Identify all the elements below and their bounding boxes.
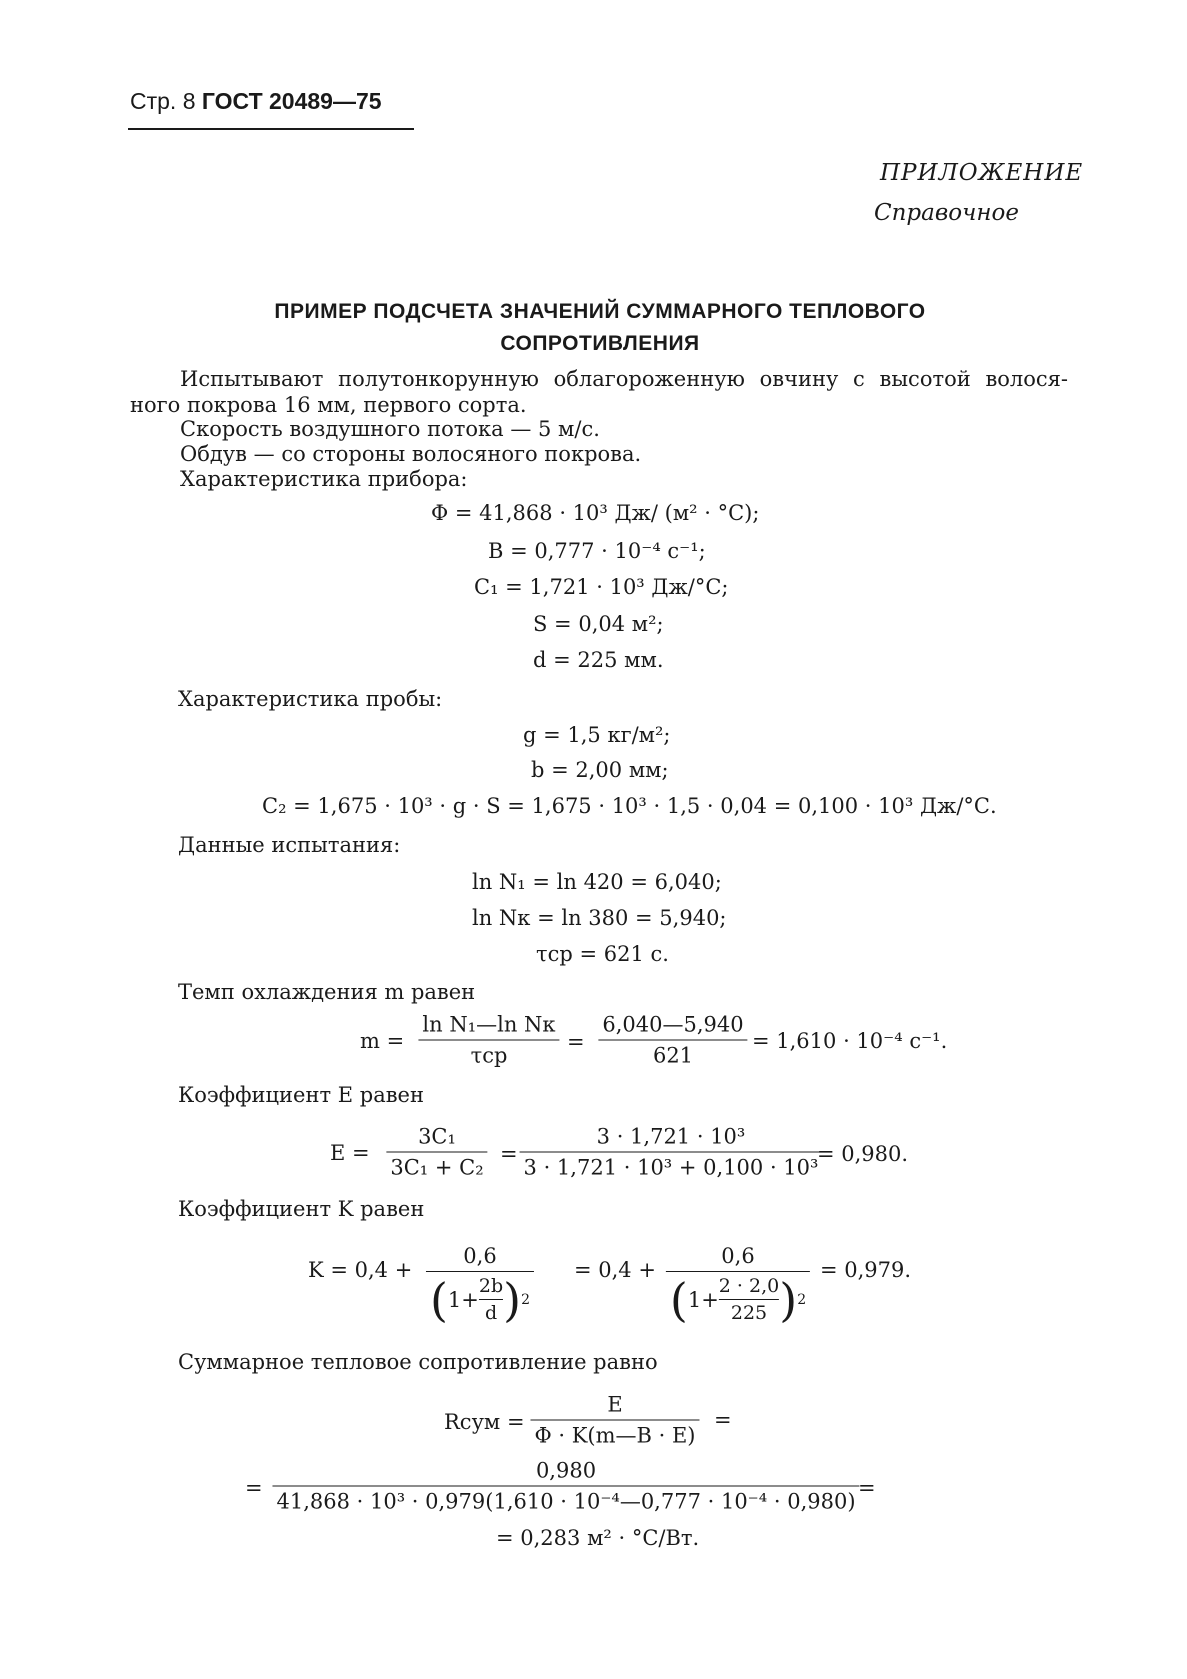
page-number: Стр. 8 bbox=[130, 88, 196, 114]
close-paren: ) bbox=[779, 1272, 798, 1327]
inner-numerator-1: 2b bbox=[478, 1275, 504, 1297]
test-label: Данные испытания: bbox=[178, 833, 401, 857]
coef-e-equals: = bbox=[500, 1142, 518, 1166]
equation-c2: C₂ = 1,675 · 10³ · g · S = 1,675 · 10³ · 1,5 · 0,04 = 0,100 · 10³ Дж/°С. bbox=[262, 794, 997, 818]
cooling-fraction-1 bbox=[418, 1013, 559, 1068]
fraction-bar bbox=[598, 1040, 747, 1041]
close-paren: ) bbox=[503, 1272, 522, 1327]
resistance-equals-3: = bbox=[858, 1476, 876, 1500]
sample-label: Характеристика пробы: bbox=[178, 687, 443, 711]
equation-g: g = 1,5 кг/м²; bbox=[523, 723, 671, 747]
cooling-equals: = bbox=[567, 1030, 585, 1054]
header-rule bbox=[128, 128, 414, 130]
intro-line-2: ного покрова 16 мм, первого сорта. bbox=[130, 393, 527, 417]
fraction-bar bbox=[272, 1486, 859, 1487]
intro-line-1: Испытывают полутонкорунную облагороженную овчину с высотой волося- bbox=[180, 367, 1068, 391]
resistance-fraction-1 bbox=[530, 1393, 699, 1448]
intro-line-3: Скорость воздушного потока — 5 м/с. bbox=[180, 417, 600, 441]
coef-e-denominator-1: 3C₁ + C₂ bbox=[390, 1155, 484, 1180]
heading-line-1: ПРИМЕР ПОДСЧЕТА ЗНАЧЕНИЙ СУММАРНОГО ТЕПЛОВОГО bbox=[274, 300, 926, 323]
inner-denominator-1: d bbox=[484, 1302, 498, 1324]
coef-e-label: Коэффициент E равен bbox=[178, 1083, 424, 1107]
resistance-result: = 0,283 м² · °С/Вт. bbox=[496, 1526, 700, 1550]
intro-line-4: Обдув — со стороны волосяного покрова. bbox=[180, 442, 642, 466]
fraction-bar bbox=[719, 1299, 779, 1300]
coef-e-fraction-2 bbox=[520, 1125, 823, 1180]
coef-k-numerator-1: 0,6 bbox=[463, 1244, 497, 1268]
coef-k-result: = 0,979. bbox=[820, 1258, 912, 1282]
coef-k-fraction-1 bbox=[426, 1244, 534, 1327]
inner-denominator-2: 225 bbox=[730, 1302, 768, 1324]
coef-k-denominator-1: ( 1+ 2b d ) 2 bbox=[429, 1272, 531, 1327]
heading-line-2: СОПРОТИВЛЕНИЯ bbox=[500, 332, 700, 355]
resistance-equals-1: = bbox=[714, 1408, 732, 1432]
equation-ln1: ln N₁ = ln 420 = 6,040; bbox=[472, 870, 722, 894]
resistance-label: Суммарное тепловое сопротивление равно bbox=[178, 1350, 658, 1374]
one: 1+ bbox=[687, 1287, 719, 1312]
fraction-bar bbox=[418, 1040, 559, 1041]
coef-k-mid: = 0,4 + bbox=[574, 1258, 656, 1282]
equation-d: d = 225 мм. bbox=[533, 648, 664, 672]
fraction-bar bbox=[666, 1271, 810, 1272]
fraction-bar bbox=[426, 1271, 534, 1272]
fraction-bar bbox=[520, 1152, 823, 1153]
coef-e-fraction-1 bbox=[386, 1125, 487, 1180]
one: 1+ bbox=[447, 1287, 479, 1312]
cooling-result: = 1,610 · 10⁻⁴ с⁻¹. bbox=[752, 1029, 948, 1053]
open-paren: ( bbox=[669, 1272, 688, 1327]
resistance-numerator-1: E bbox=[607, 1392, 623, 1417]
equation-phi: Φ = 41,868 · 10³ Дж/ (м² · °С); bbox=[431, 501, 760, 525]
cooling-lhs: m = bbox=[360, 1029, 405, 1053]
equation-lnk: ln Nк = ln 380 = 5,940; bbox=[472, 906, 727, 930]
appendix-subtitle: Справочное bbox=[874, 200, 1019, 226]
coef-e-numerator-2: 3 · 1,721 · 10³ bbox=[596, 1124, 746, 1149]
equation-b: B = 0,777 · 10⁻⁴ с⁻¹; bbox=[488, 539, 706, 563]
appendix-title: ПРИЛОЖЕНИЕ bbox=[880, 160, 1084, 186]
intro-line-5: Характеристика прибора: bbox=[180, 467, 468, 491]
coef-k-numerator-2: 0,6 bbox=[721, 1244, 755, 1268]
cooling-denominator-1: τср bbox=[470, 1043, 508, 1068]
standard-number: ГОСТ 20489—75 bbox=[201, 88, 382, 114]
coef-k-lhs: K = 0,4 + bbox=[308, 1258, 413, 1282]
equation-s: S = 0,04 м²; bbox=[533, 612, 664, 636]
open-paren: ( bbox=[429, 1272, 448, 1327]
fraction-bar bbox=[479, 1299, 503, 1300]
equation-b-sample: b = 2,00 мм; bbox=[531, 758, 669, 782]
equation-c1: C₁ = 1,721 · 10³ Дж/°С; bbox=[474, 575, 729, 599]
coef-k-inner-fraction-1 bbox=[479, 1275, 503, 1324]
resistance-denominator-1: Φ · K(m—B · E) bbox=[534, 1423, 696, 1448]
coef-k-fraction-2 bbox=[666, 1244, 810, 1327]
cooling-fraction-2 bbox=[598, 1013, 747, 1068]
cooling-denominator-2: 621 bbox=[652, 1043, 694, 1068]
cooling-numerator-1: ln N₁—ln Nк bbox=[422, 1012, 556, 1037]
equation-tau: τср = 621 с. bbox=[536, 942, 669, 966]
resistance-denominator-2: 41,868 · 10³ · 0,979(1,610 · 10⁻⁴—0,777 · 10⁻⁴ · 0,980) bbox=[276, 1489, 856, 1514]
coef-k-denominator-2: ( 1+ 2 · 2,0 225 ) 2 bbox=[669, 1272, 807, 1327]
inner-numerator-2: 2 · 2,0 bbox=[718, 1275, 780, 1297]
cooling-label: Темп охлаждения m равен bbox=[178, 980, 476, 1004]
coef-k-inner-fraction-2 bbox=[719, 1275, 779, 1324]
resistance-lhs: Rсум = bbox=[444, 1410, 525, 1434]
coef-e-lhs: E = bbox=[330, 1141, 370, 1165]
page-header bbox=[130, 88, 382, 115]
fraction-bar bbox=[530, 1420, 699, 1421]
cooling-numerator-2: 6,040—5,940 bbox=[602, 1012, 744, 1037]
fraction-bar bbox=[386, 1152, 487, 1153]
resistance-numerator-2: 0,980 bbox=[535, 1458, 597, 1483]
coef-e-denominator-2: 3 · 1,721 · 10³ + 0,100 · 10³ bbox=[523, 1155, 819, 1180]
resistance-equals-2: = bbox=[245, 1476, 263, 1500]
coef-k-label: Коэффициент K равен bbox=[178, 1197, 425, 1221]
coef-e-result: = 0,980. bbox=[817, 1142, 909, 1166]
coef-e-numerator-1: 3C₁ bbox=[418, 1124, 456, 1149]
resistance-fraction-2 bbox=[272, 1459, 859, 1514]
